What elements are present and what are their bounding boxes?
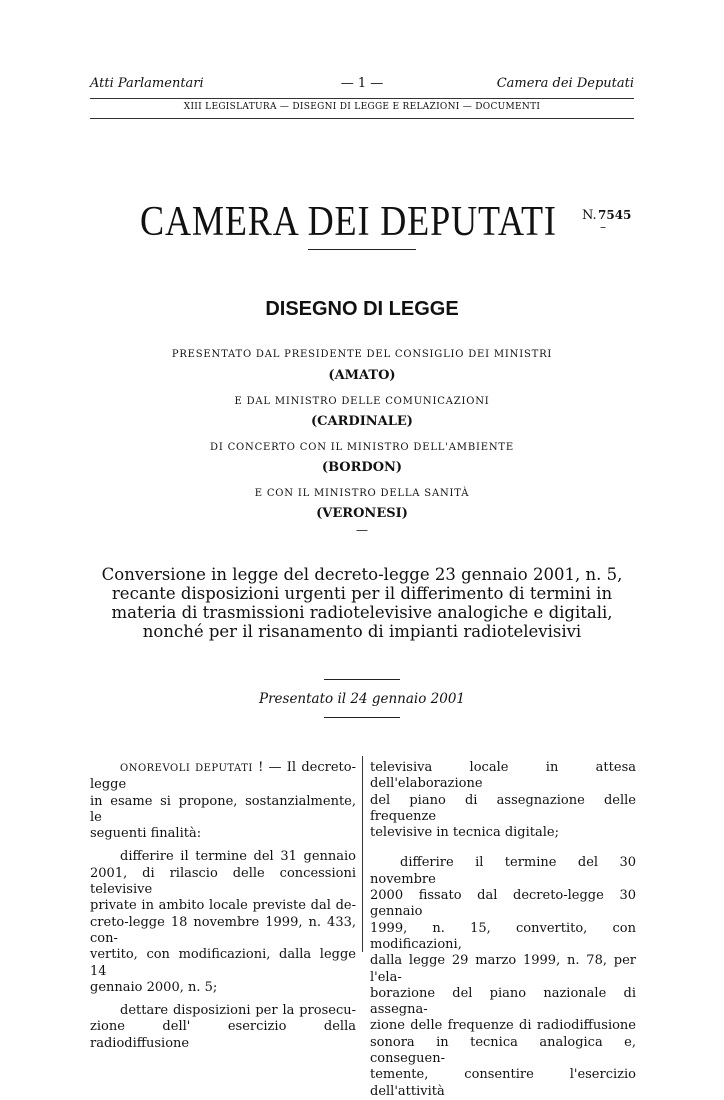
body-line: televisive in tecnica digitale; [370,825,559,841]
bill-title [100,565,624,641]
body-line: in esame si propone, sostanzialmente, le [90,793,356,825]
body-column-left [90,760,356,1052]
header-rule-bottom [90,118,634,119]
body-line: 2000 fissato dal decreto-legge 30 gennaio [370,888,636,920]
column-divider [362,756,363,952]
presenter-role-4: E CON IL MINISTRO DELLA SANITÀ [254,488,470,499]
body-line: borazione del piano nazionale di assegna- [370,985,636,1018]
bill-title-line: Conversione in legge del decreto-legge 23 gennaio 2001, n. 5, [101,565,623,584]
chamber-underline [308,249,416,250]
body-line: vertito, con modificazioni, dalla legge 14 [90,947,356,979]
bill-title-line: recante disposizioni urgenti per il differimento di termini in [111,584,613,603]
salutation: ONOREVOLI DEPUTATI [120,763,253,774]
body-line: del piano di assegnazione delle frequenze [370,792,636,824]
header-right: Camera dei Deputati [496,76,634,91]
presenter-name-2: (CARDINALE) [311,414,413,429]
body-line: televisiva locale in attesa dell'elaborazione [370,760,636,792]
body-line: 1999, n. 15, convertito, con modificazioni, [370,920,636,952]
presented-date: Presentato il 24 gennaio 2001 [258,691,465,707]
presenters-separator: — [356,523,368,537]
presenter-name-4: (VERONESI) [316,506,408,521]
body-line: sonora in tecnica analogica e, conseguen- [370,1034,636,1067]
presenter-role-3: DI CONCERTO CON IL MINISTRO DELL'AMBIENTE [210,442,514,453]
doc-number-dash: – [600,220,606,234]
bill-title-line: nonché per il risanamento di impianti radiotelevisivi [142,622,582,641]
presenter-role-2: E DAL MINISTRO DELLE COMUNICAZIONI [234,396,490,407]
body-line: ONOREVOLI DEPUTATI ! — Il decreto-legge [90,760,356,793]
body-line: 2001, di rilascio delle concessioni televisive [90,865,356,898]
doc-number: 7545 [598,208,632,222]
body-line: dettare disposizioni per la prosecu- [120,1003,356,1019]
body-line: gennaio 2000, n. 5; [90,979,218,995]
presenter-name-1: (AMATO) [328,368,396,383]
body-line: differire il termine del 30 novembre [370,855,636,887]
header-rule-top [90,98,634,99]
chamber-block [90,198,634,248]
body-line: creto-legge 18 novembre 1999, n. 433, con- [90,914,356,946]
body-line: zione dell' esercizio della radiodiffusione [90,1019,356,1051]
body-line: private in ambito locale previste dal de- [90,898,356,914]
presented-rule-top [324,679,400,680]
doc-number-label: N. [582,208,597,223]
body-column-right [370,760,636,1100]
body-line: seguenti finalità: [90,826,202,842]
body-line: differire il termine del 31 gennaio [120,849,356,865]
body-line: dalla legge 29 marzo 1999, n. 78, per l'ela- [370,953,636,985]
header-page-number: — 1 — [340,76,384,91]
presenter-role-1: PRESENTATO DAL PRESIDENTE DEL CONSIGLIO DEI MINISTRI [171,349,553,360]
body-line: temente, consentire l'esercizio dell'attività [370,1067,636,1099]
presented-rule-bottom [324,717,400,718]
bill-title-line: materia di trasmissioni radiotelevisive analogiche e digitali, [111,603,613,622]
chamber-name: CAMERA DEI DEPUTATI [140,199,557,245]
presenter-name-3: (BORDON) [321,460,403,475]
document-type: DISEGNO DI LEGGE [265,298,459,320]
header-left: Atti Parlamentari [90,76,204,91]
header-subtitle: XIII LEGISLATURA — DISEGNI DI LEGGE E RELAZIONI — DOCUMENTI [183,102,541,112]
body-line: zione delle frequenze di radiodiffusione [370,1018,636,1034]
running-header [90,76,634,94]
